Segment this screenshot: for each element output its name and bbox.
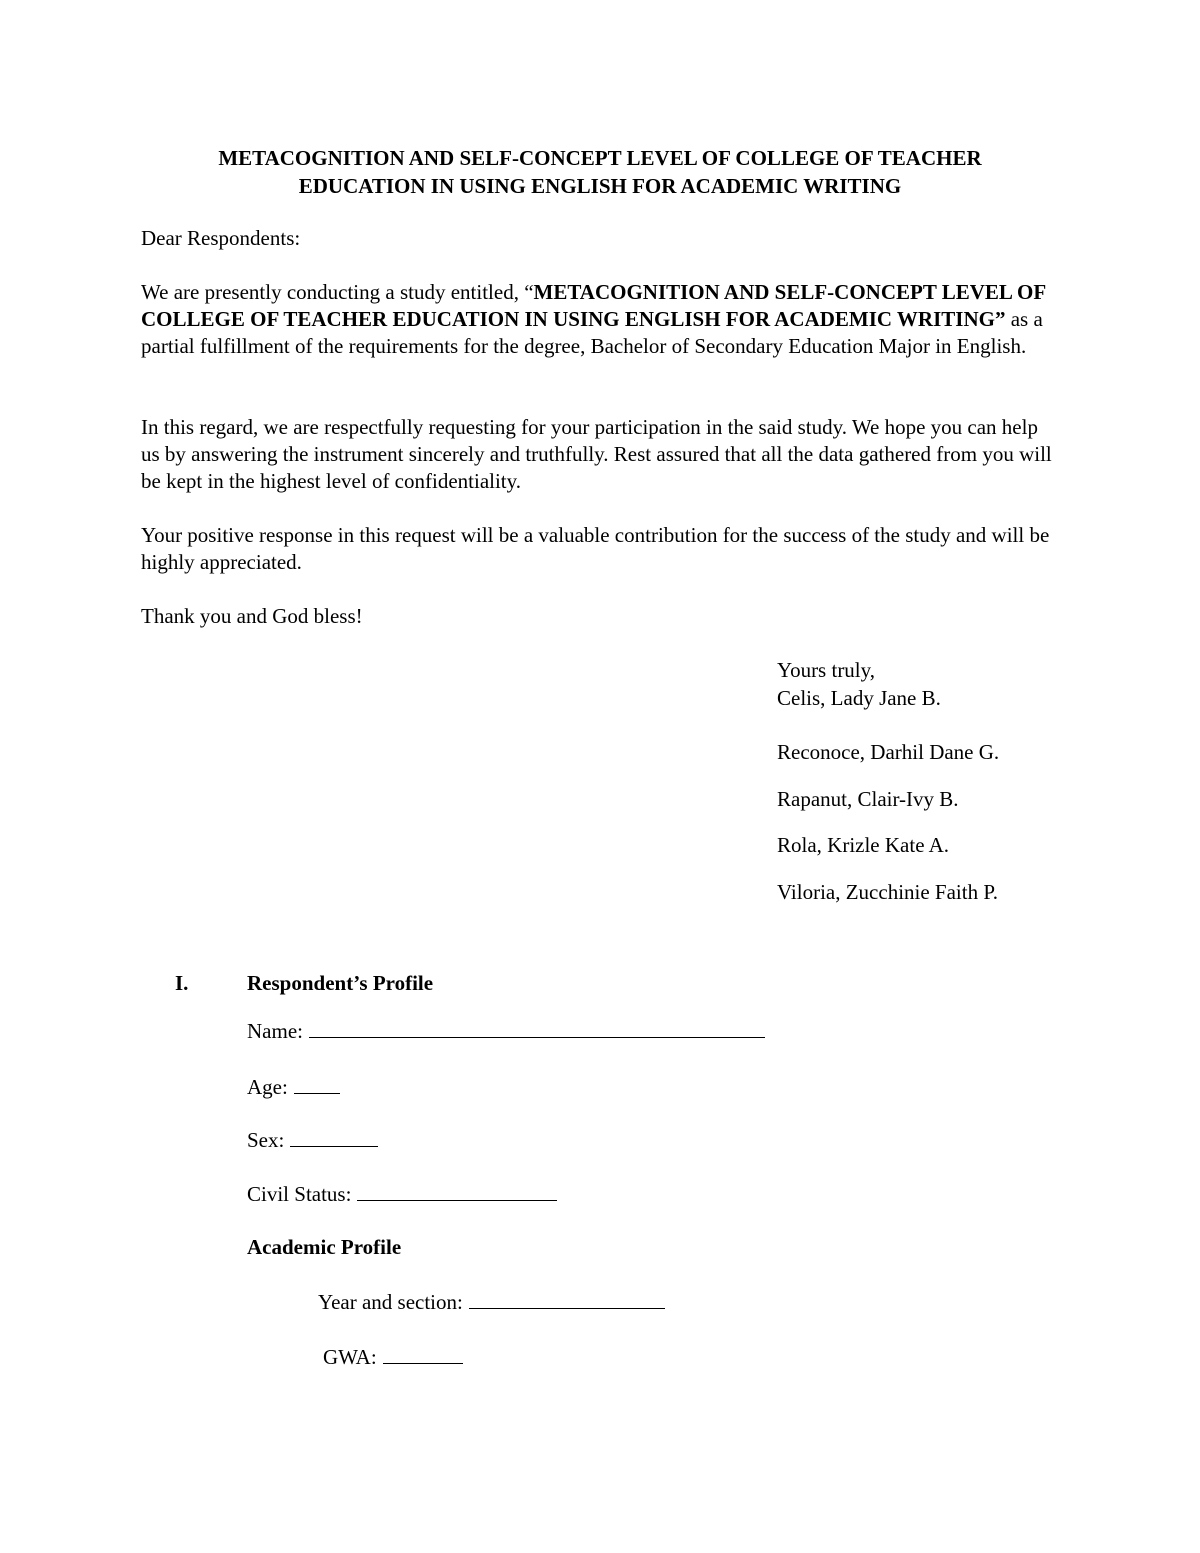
signatory: Celis, Lady Jane B.	[777, 686, 941, 710]
gwa-blank[interactable]	[383, 1343, 463, 1364]
year-section-label: Year and section:	[318, 1290, 463, 1314]
signatory: Reconoce, Darhil Dane G.	[777, 740, 1000, 764]
academic-profile-heading: Academic Profile	[247, 1235, 402, 1259]
section-title: Respondent’s Profile	[247, 971, 434, 995]
intro-rest: as a partial fulfillment of the requirements for the degree, Bachelor of Secondary Education Major in English.	[141, 307, 1043, 358]
civil-status-label: Civil Status:	[247, 1182, 352, 1206]
civil-status-blank[interactable]	[357, 1180, 557, 1201]
sex-label: Sex:	[247, 1128, 285, 1152]
signatory: Rola, Krizle Kate A.	[777, 833, 950, 857]
age-field	[247, 1073, 340, 1101]
sex-blank[interactable]	[290, 1126, 378, 1147]
signatory: Viloria, Zucchinie Faith P.	[777, 880, 998, 904]
name-blank[interactable]	[309, 1017, 765, 1038]
document-title	[0, 144, 1200, 200]
section-number: I.	[175, 971, 189, 995]
civil-status-field	[247, 1180, 557, 1208]
closing-thanks: Thank you and God bless!	[141, 604, 363, 628]
gwa-field	[323, 1343, 463, 1371]
age-blank[interactable]	[294, 1073, 340, 1094]
name-label: Name:	[247, 1019, 303, 1043]
age-label: Age:	[247, 1075, 288, 1099]
sex-field	[247, 1126, 378, 1154]
closing-yours-truly: Yours truly,	[777, 658, 876, 682]
name-field	[247, 1017, 765, 1045]
paragraph-intro	[141, 279, 1061, 360]
year-section-blank[interactable]	[469, 1288, 665, 1309]
paragraph-request: In this regard, we are respectfully requesting for your participation in the said study. We hope you can help us by answering the instrument sincerely and truthfully. Rest assured that all the data gathered from you will be kept in the highest level of confidentiality.	[141, 415, 1052, 493]
gwa-label: GWA:	[323, 1345, 377, 1369]
signatory: Rapanut, Clair-Ivy B.	[777, 787, 959, 811]
title-line-1: METACOGNITION AND SELF-CONCEPT LEVEL OF COLLEGE OF TEACHER	[218, 146, 982, 170]
year-section-field	[318, 1288, 665, 1316]
title-line-2: EDUCATION IN USING ENGLISH FOR ACADEMIC WRITING	[298, 174, 902, 198]
paragraph-appreciation: Your positive response in this request will be a valuable contribution for the success of the study and will be highly appreciated.	[141, 523, 1050, 574]
salutation: Dear Respondents:	[141, 226, 301, 250]
intro-text: We are presently conducting a study entitled, “	[141, 280, 534, 304]
study-title: METACOGNITION AND SELF-CONCEPT LEVEL OF COLLEGE OF TEACHER EDUCATION IN USING ENGLISH FOR ACADEMIC WRITING”	[141, 280, 1046, 331]
